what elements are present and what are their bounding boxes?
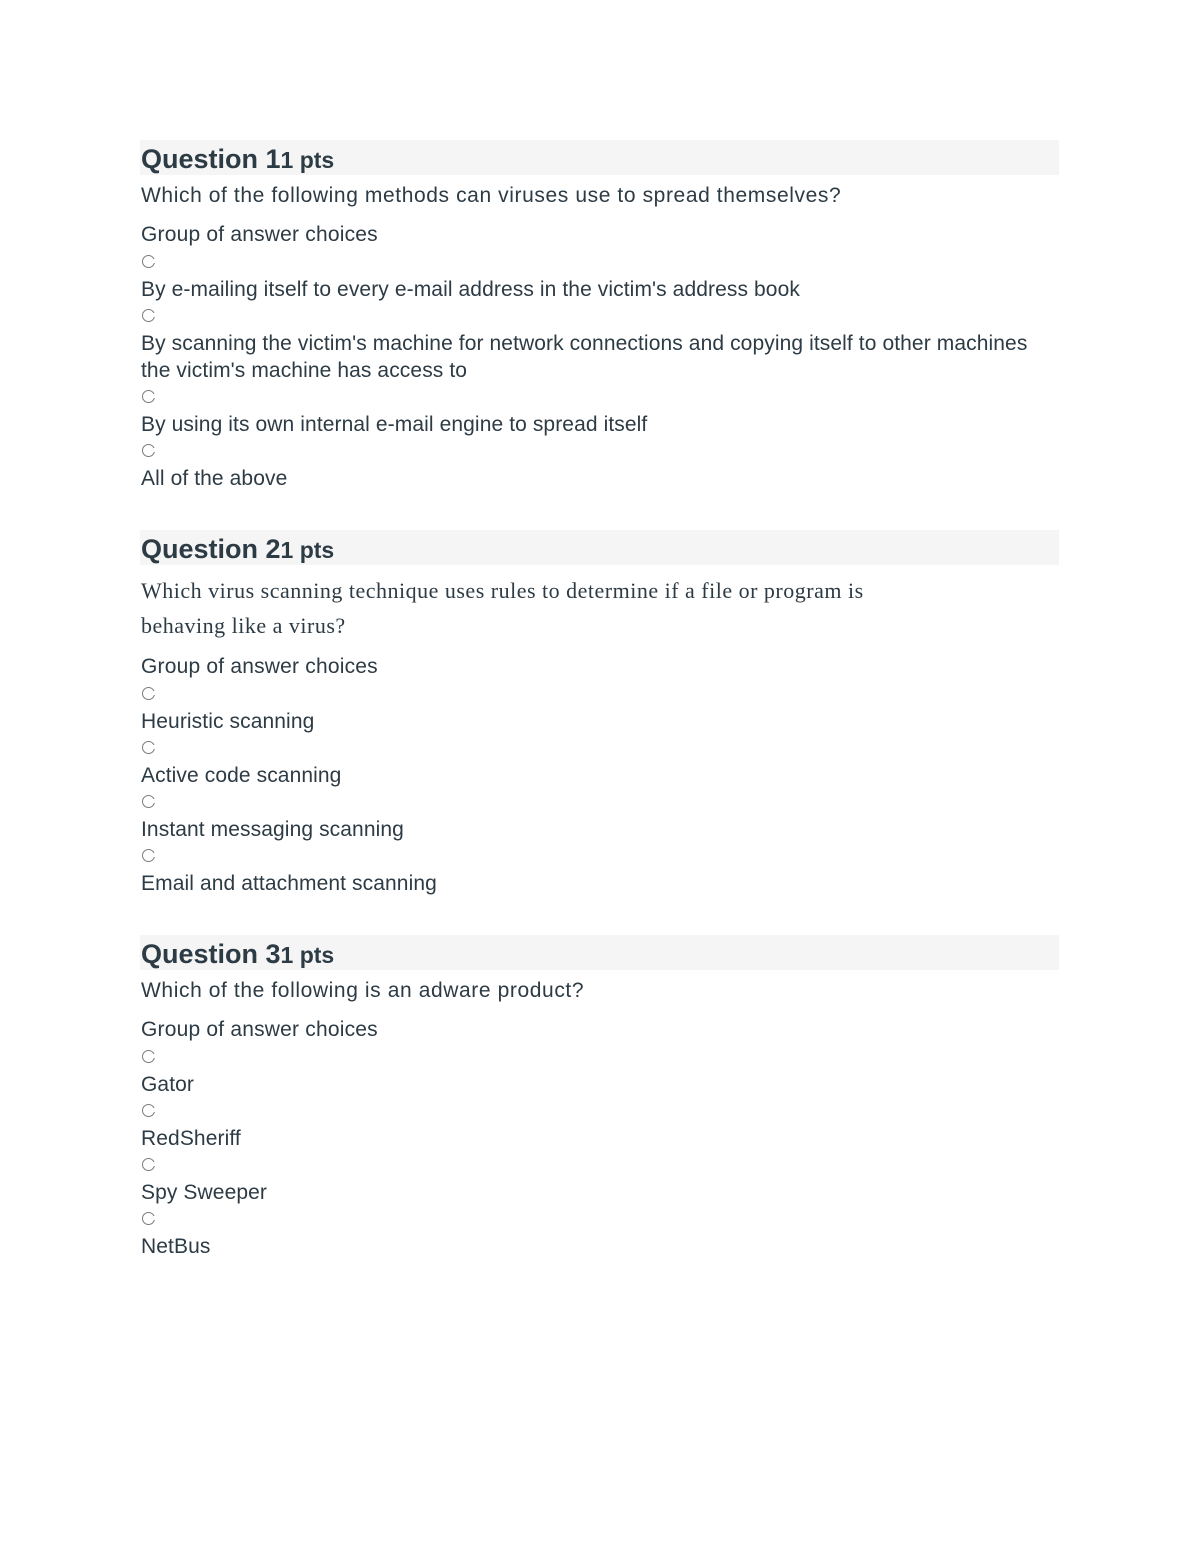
question-points: 1 pts <box>280 537 335 563</box>
radio-button[interactable] <box>142 1050 155 1063</box>
answer-option[interactable] <box>141 309 1059 384</box>
question-title: Question 2 <box>141 534 281 564</box>
radio-button[interactable] <box>142 849 155 862</box>
question-text: Which virus scanning technique uses rules to determine if a file or program is behaving like a virus? <box>141 578 864 638</box>
answer-option[interactable] <box>141 795 1059 843</box>
answer-label: RedSheriff <box>141 1127 241 1150</box>
question-3 <box>141 935 1059 1260</box>
answer-label: Spy Sweeper <box>141 1181 268 1204</box>
answer-label: All of the above <box>141 467 288 490</box>
radio-button[interactable] <box>142 1104 155 1117</box>
question-title: Question 3 <box>141 939 281 969</box>
answer-group-label: Group of answer choices <box>141 223 378 246</box>
answer-option[interactable] <box>141 1104 1059 1152</box>
question-1 <box>141 140 1059 492</box>
answer-option[interactable] <box>141 1050 1059 1098</box>
answer-option[interactable] <box>141 1158 1059 1206</box>
question-header <box>140 140 1059 175</box>
question-text: Which of the following methods can viruses use to spread themselves? <box>141 184 842 207</box>
answer-label: NetBus <box>141 1235 211 1258</box>
question-points: 1 pts <box>280 147 335 173</box>
radio-button[interactable] <box>142 309 155 322</box>
radio-button[interactable] <box>142 741 155 754</box>
radio-button[interactable] <box>142 795 155 808</box>
radio-button[interactable] <box>142 1158 155 1171</box>
question-header <box>140 935 1059 970</box>
answer-label: Email and attachment scanning <box>141 872 437 895</box>
answer-option[interactable] <box>141 390 1059 438</box>
question-header <box>140 530 1059 565</box>
quiz-document <box>141 140 1059 1298</box>
radio-button[interactable] <box>142 444 155 457</box>
question-2 <box>141 530 1059 897</box>
answer-label: By using its own internal e-mail engine to spread itself <box>141 413 648 436</box>
answer-label: By scanning the victim's machine for network connections and copying itself to other machines the victim's machine has access to <box>141 332 1028 382</box>
radio-button[interactable] <box>142 687 155 700</box>
answer-option[interactable] <box>141 849 1059 897</box>
answer-option[interactable] <box>141 741 1059 789</box>
answer-label: Heuristic scanning <box>141 710 315 733</box>
question-text: Which of the following is an adware product? <box>141 979 585 1002</box>
question-title: Question 1 <box>141 144 281 174</box>
answer-label: Active code scanning <box>141 764 342 787</box>
answer-option[interactable] <box>141 687 1059 735</box>
answer-option[interactable] <box>141 255 1059 303</box>
radio-button[interactable] <box>142 1212 155 1225</box>
answer-label: Gator <box>141 1073 195 1096</box>
answer-option[interactable] <box>141 1212 1059 1260</box>
answer-option[interactable] <box>141 444 1059 492</box>
answer-label: Instant messaging scanning <box>141 818 404 841</box>
radio-button[interactable] <box>142 390 155 403</box>
question-points: 1 pts <box>280 942 335 968</box>
answer-label: By e-mailing itself to every e-mail address in the victim's address book <box>141 278 800 301</box>
answer-group-label: Group of answer choices <box>141 1018 378 1041</box>
radio-button[interactable] <box>142 255 155 268</box>
answer-group-label: Group of answer choices <box>141 655 378 678</box>
